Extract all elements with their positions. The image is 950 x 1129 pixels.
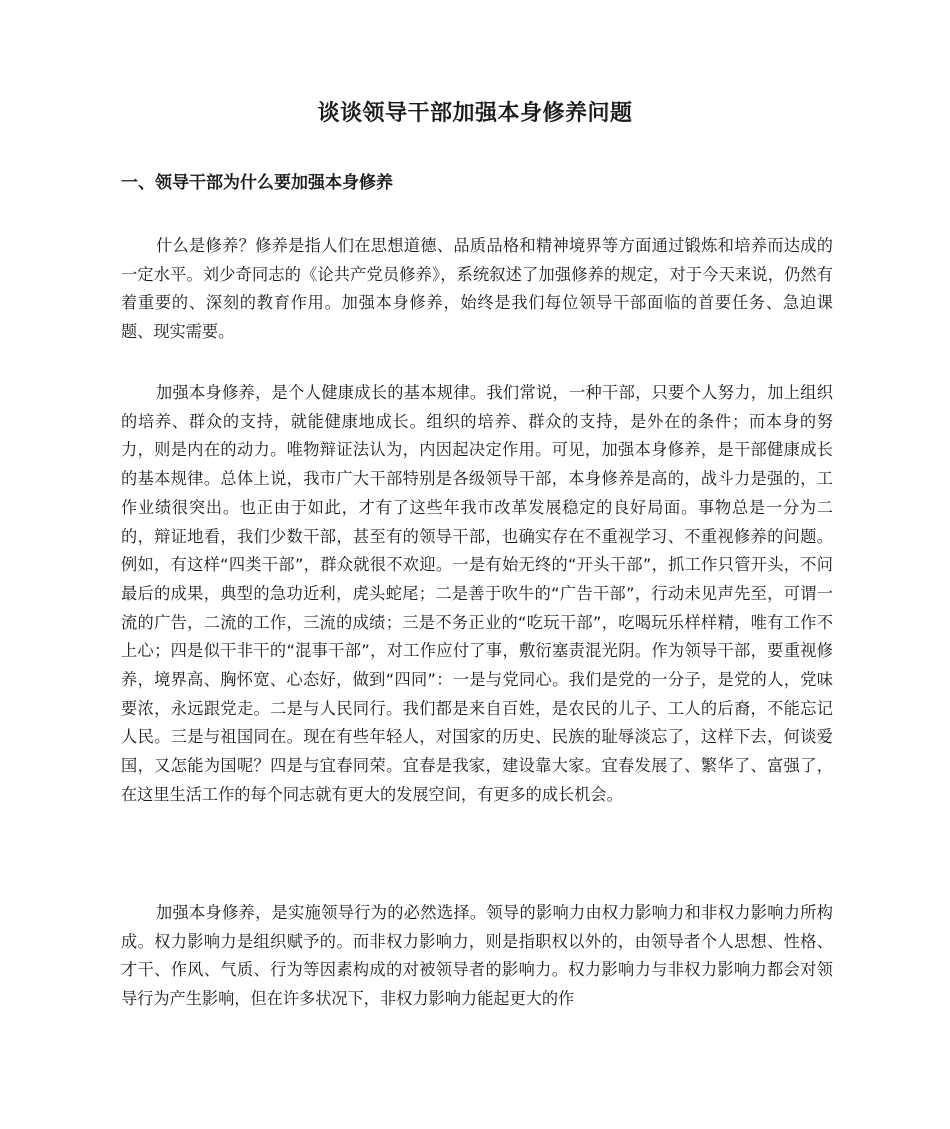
paragraph: 加强本身修养，是个人健康成长的基本规律。我们常说，一种干部，只要个人努力，加上组织的培养、群众的支持，就能健康地成长。组织的培养、群众的支持，是外在的条件；而本身的努力，则是内在的动力。唯物辩证法认为，内因起决定作用。可见，加强本身修养，是干部健康成长的基本规律。总体上说，我市广大干部特别是各级领导干部，本身修养是高的，战斗力是强的，工作业绩很突出。也正由于如此，才有了这些年我市改革发展稳定的良好局面。事物总是一分为二的，辩证地看，我们少数干部，甚至有的领导干部，也确实存在不重视学习、不重视修养的问题。例如，有这样“四类干部”，群众就很不欢迎。一是有始无终的“开头干部”，抓工作只管开头，不问最后的成果，典型的急功近利，虎头蛇尾；二是善于吹牛的“广告干部”，行动未见声先至，可谓一流的广告，二流的工作，三流的成绩；三是不务正业的“吃玩干部”，吃喝玩乐样样精，唯有工作不上心；四是似干非干的“混事干部”，对工作应付了事，敷衍塞责混光阴。作为领导干部，要重视修养，境界高、胸怀宽、心态好，做到“四同”：一是与党同心。我们是党的一分子，是党的人，党味要浓，永远跟党走。二是与人民同行。我们都是来自百姓，是农民的儿子、工人的后裔，不能忘记人民。三是与祖国同在。现在有些年轻人，对国家的历史、民族的耻辱淡忘了，这样下去，何谈爱国，又怎能为国呢？四是与宜春同荣。宜春是我家，建设靠大家。宜春发展了、繁华了、富强了，在这里生活工作的每个同志就有更大的发展空间，有更多的成长机会。 xyxy=(121,383,833,804)
document-title: 谈谈领导干部加强本身修养问题 xyxy=(317,101,633,126)
paragraph: 什么是修养？修养是指人们在思想道德、品质品格和精神境界等方面通过锻炼和培养而达成的一定水平。刘少奇同志的《论共产党员修养》，系统叙述了加强修养的规定，对于今天来说，仍然有着重要的、深刻的教育作用。加强本身修养，始终是我们每位领导干部面临的首要任务、急迫课题、现实需要。 xyxy=(121,236,833,342)
paragraph: 加强本身修养，是实施领导行为的必然选择。领导的影响力由权力影响力和非权力影响力所构成。权力影响力是组织赋予的。而非权力影响力，则是指职权以外的，由领导者个人思想、性格、才干、作风、气质、行为等因素构成的对被领导者的影响力。权力影响力与非权力影响力都会对领导行为产生影响，但在许多状况下，非权力影响力能起更大的作 xyxy=(121,903,833,1009)
section-heading: 一、领导干部为什么要加强本身修养 xyxy=(121,173,393,193)
